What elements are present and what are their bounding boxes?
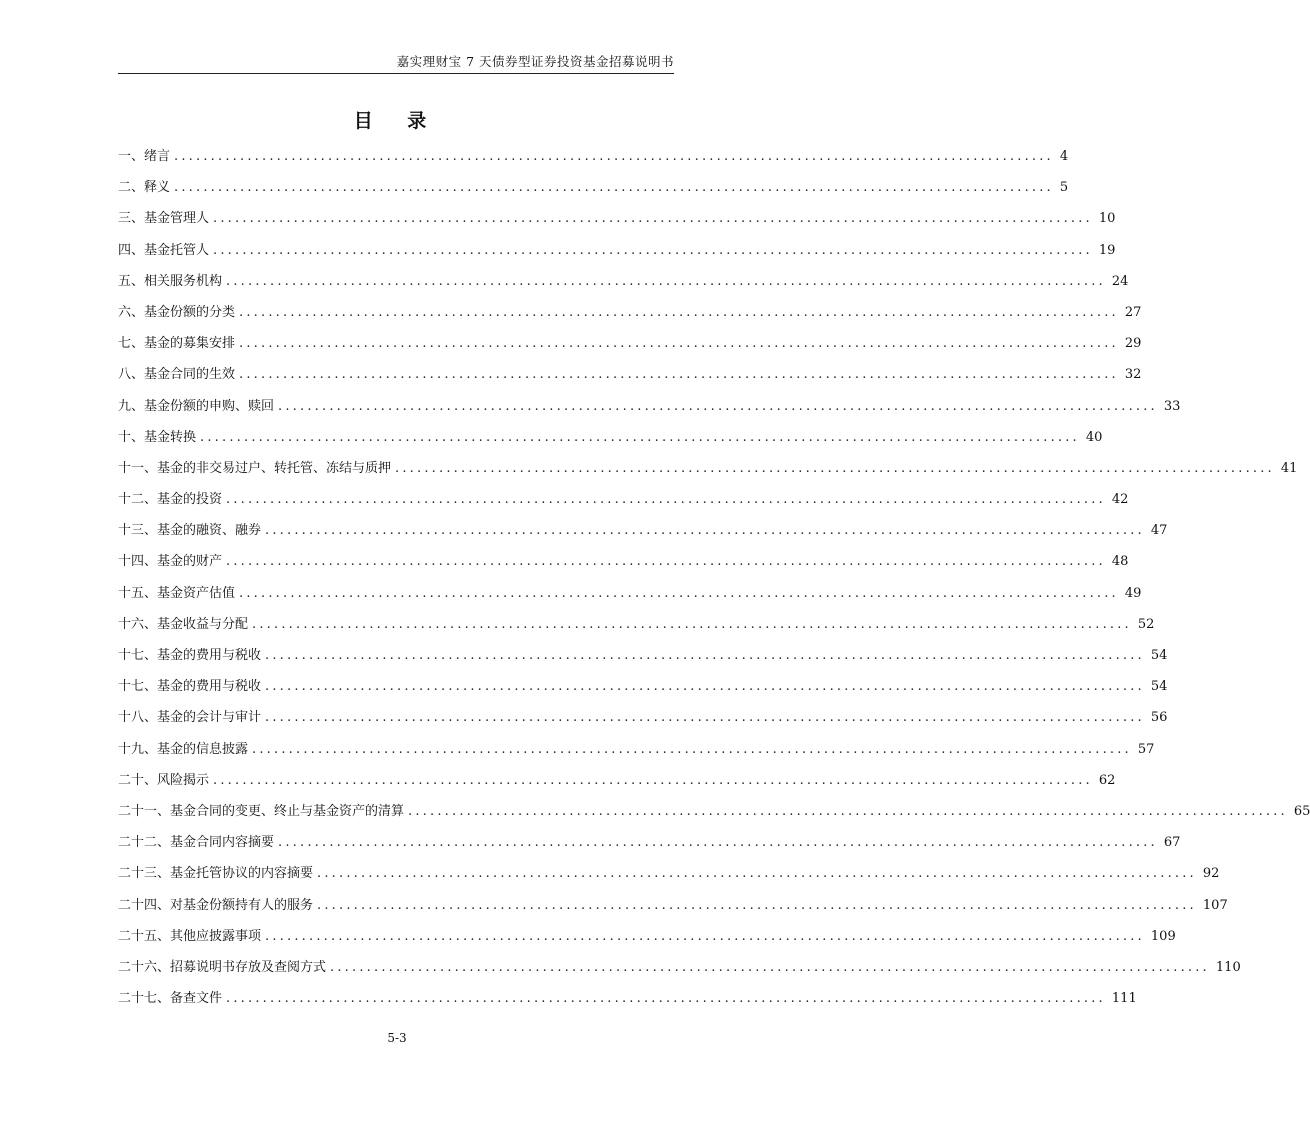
- toc-entry-page: 62: [1098, 772, 1116, 788]
- toc-entry-page: 92: [1202, 866, 1220, 882]
- toc-leader-dots: ........................................................................................................................: [200, 429, 1080, 445]
- toc-entry[interactable]: [118, 677, 1168, 708]
- toc-entry[interactable]: [118, 864, 1220, 895]
- toc-entry[interactable]: [118, 365, 1142, 396]
- toc-entry-label: 二十三、基金托管协议的内容摘要: [118, 866, 314, 882]
- toc-entry-page: 107: [1202, 897, 1228, 913]
- toc-entry-label: 二十、风险揭示: [118, 772, 210, 788]
- toc-leader-dots: ........................................................................................................................: [265, 648, 1145, 663]
- toc-entry-page: 109: [1150, 928, 1176, 944]
- toc-entry-label: 一、绪言: [118, 149, 171, 164]
- toc-entry-label: 二十五、其他应披露事项: [118, 928, 262, 944]
- toc-entry[interactable]: [118, 241, 1116, 272]
- toc-leader-dots: ........................................................................................................................: [330, 959, 1210, 975]
- toc-leader-dots: ........................................................................................................................: [317, 897, 1197, 913]
- toc-leader-dots: ........................................................................................................................: [265, 710, 1145, 726]
- toc-leader-dots: ........................................................................................................................: [239, 367, 1119, 383]
- toc-entry-page: 10: [1098, 211, 1116, 227]
- toc-entry-label: 四、基金托管人: [118, 242, 210, 258]
- toc-leader-dots: ........................................................................................................................: [278, 398, 1158, 414]
- toc-entry-label: 二十七、备查文件: [118, 991, 223, 1007]
- toc-leader-dots: ........................................................................................................................: [239, 336, 1119, 352]
- running-header: 嘉实理财宝 7 天债券型证券投资基金招募说明书: [396, 54, 674, 69]
- toc-entry-page: 49: [1124, 585, 1142, 601]
- toc-entry-label: 十二、基金的投资: [118, 492, 223, 508]
- header-rule: [118, 73, 674, 74]
- toc-entry[interactable]: [118, 740, 1155, 771]
- toc-entry[interactable]: [118, 397, 1181, 428]
- toc-leader-dots: ........................................................................................................................: [265, 523, 1145, 539]
- toc-entry-label: 十九、基金的信息披露: [118, 741, 249, 757]
- toc-entry-page: 33: [1163, 398, 1181, 414]
- toc-leader-dots: ........................................................................................................................: [265, 679, 1145, 695]
- toc-entry-label: 十八、基金的会计与审计: [118, 710, 262, 726]
- toc-entry[interactable]: [118, 334, 1142, 365]
- toc-entry[interactable]: [118, 428, 1103, 459]
- toc-leader-dots: ........................................................................................................................: [213, 772, 1093, 788]
- toc-entry[interactable]: [118, 802, 1310, 833]
- toc-leader-dots: ........................................................................................................................: [252, 616, 1132, 632]
- toc-entry-page: 57: [1137, 741, 1155, 757]
- toc-entry[interactable]: [118, 833, 1181, 864]
- toc-entry-page: 111: [1111, 991, 1137, 1007]
- toc-entry-label: 十、基金转换: [118, 429, 197, 445]
- toc-leader-dots: ........................................................................................................................: [317, 866, 1197, 882]
- toc-entry[interactable]: [118, 896, 1228, 927]
- toc-entry-label: 十七、基金的费用与税收: [118, 648, 262, 663]
- toc-entry-label: 二十四、对基金份额持有人的服务: [118, 897, 314, 913]
- toc-entry-label: 二十一、基金合同的变更、终止与基金资产的清算: [118, 803, 405, 819]
- toc-entry[interactable]: [118, 459, 1298, 490]
- toc-entry-page: 54: [1150, 648, 1168, 663]
- toc-entry[interactable]: [118, 209, 1116, 240]
- toc-entry-label: 十一、基金的非交易过户、转托管、冻结与质押: [118, 460, 392, 476]
- toc-entry-page: 54: [1150, 679, 1168, 695]
- toc-entry-page: 42: [1111, 492, 1129, 508]
- toc-entry[interactable]: [118, 708, 1168, 739]
- toc-entry[interactable]: [118, 552, 1129, 583]
- toc-entry-label: 八、基金合同的生效: [118, 367, 236, 383]
- toc-entry-label: 三、基金管理人: [118, 211, 210, 227]
- toc-entry-label: 二、释义: [118, 180, 171, 196]
- toc-entry[interactable]: [118, 521, 1168, 552]
- toc-leader-dots: ........................................................................................................................: [239, 585, 1119, 601]
- toc-entry-page: 5: [1059, 180, 1069, 196]
- toc-entry-label: 五、相关服务机构: [118, 273, 223, 289]
- toc-entry-label: 九、基金份额的申购、赎回: [118, 398, 275, 414]
- toc-entry[interactable]: [118, 272, 1129, 303]
- toc-entry-page: 65: [1293, 803, 1310, 819]
- toc-entry-page: 56: [1150, 710, 1168, 726]
- toc-leader-dots: ........................................................................................................................: [174, 180, 1054, 196]
- page-number: 5-3: [387, 1031, 407, 1045]
- toc-entry[interactable]: [118, 958, 1241, 989]
- toc-entry[interactable]: [118, 490, 1129, 521]
- toc-leader-dots: ........................................................................................................................: [408, 803, 1288, 819]
- toc-leader-dots: ........................................................................................................................: [226, 273, 1106, 289]
- toc-leader-dots: ........................................................................................................................: [226, 991, 1106, 1007]
- toc-entry[interactable]: [118, 615, 1155, 646]
- toc-leader-dots: ........................................................................................................................: [252, 741, 1132, 757]
- toc-entry-label: 二十二、基金合同内容摘要: [118, 835, 275, 851]
- toc-entry-label: 七、基金的募集安排: [118, 336, 236, 352]
- toc-entry-page: 48: [1111, 554, 1129, 570]
- toc-entry-label: 六、基金份额的分类: [118, 304, 236, 320]
- toc-entry[interactable]: [118, 584, 1142, 615]
- toc-entry-page: 67: [1163, 835, 1181, 851]
- toc-entry-page: 24: [1111, 273, 1129, 289]
- toc-entry-label: 十六、基金收益与分配: [118, 616, 249, 632]
- toc-title: 目 录: [353, 110, 441, 132]
- toc-entry[interactable]: [118, 646, 1168, 677]
- toc-leader-dots: ........................................................................................................................: [265, 928, 1145, 944]
- toc-leader-dots: ........................................................................................................................: [395, 460, 1275, 476]
- toc-leader-dots: ........................................................................................................................: [213, 242, 1093, 258]
- toc-leader-dots: ........................................................................................................................: [226, 554, 1106, 570]
- toc-entry[interactable]: [118, 303, 1142, 334]
- toc-entry-page: 40: [1085, 429, 1103, 445]
- toc-leader-dots: ........................................................................................................................: [213, 211, 1093, 227]
- toc-entry-label: 十四、基金的财产: [118, 554, 223, 570]
- toc-entry-page: 4: [1059, 149, 1069, 164]
- toc-entry-page: 27: [1124, 304, 1142, 320]
- toc-entry[interactable]: [118, 178, 1069, 209]
- toc-entry-page: 32: [1124, 367, 1142, 383]
- toc-entry[interactable]: [118, 989, 1137, 1020]
- toc-entry-label: 二十六、招募说明书存放及查阅方式: [118, 959, 327, 975]
- toc-entry-page: 47: [1150, 523, 1168, 539]
- toc-entry-label: 十七、基金的费用与税收: [118, 679, 262, 695]
- toc-leader-dots: ........................................................................................................................: [239, 304, 1119, 320]
- toc-entry[interactable]: [118, 147, 1069, 178]
- toc-entry-page: 110: [1215, 959, 1241, 975]
- toc-entry-label: 十三、基金的融资、融券: [118, 523, 262, 539]
- toc-entry-label: 十五、基金资产估值: [118, 585, 236, 601]
- toc-entry-page: 29: [1124, 336, 1142, 352]
- toc-entry[interactable]: [118, 927, 1176, 958]
- toc-leader-dots: ........................................................................................................................: [226, 492, 1106, 508]
- toc-entry-page: 41: [1280, 460, 1298, 476]
- toc-leader-dots: ........................................................................................................................: [174, 149, 1054, 164]
- toc-entry[interactable]: [118, 771, 1116, 802]
- table-of-contents: [118, 147, 1310, 1020]
- toc-leader-dots: ........................................................................................................................: [278, 835, 1158, 851]
- toc-entry-page: 19: [1098, 242, 1116, 258]
- toc-entry-page: 52: [1137, 616, 1155, 632]
